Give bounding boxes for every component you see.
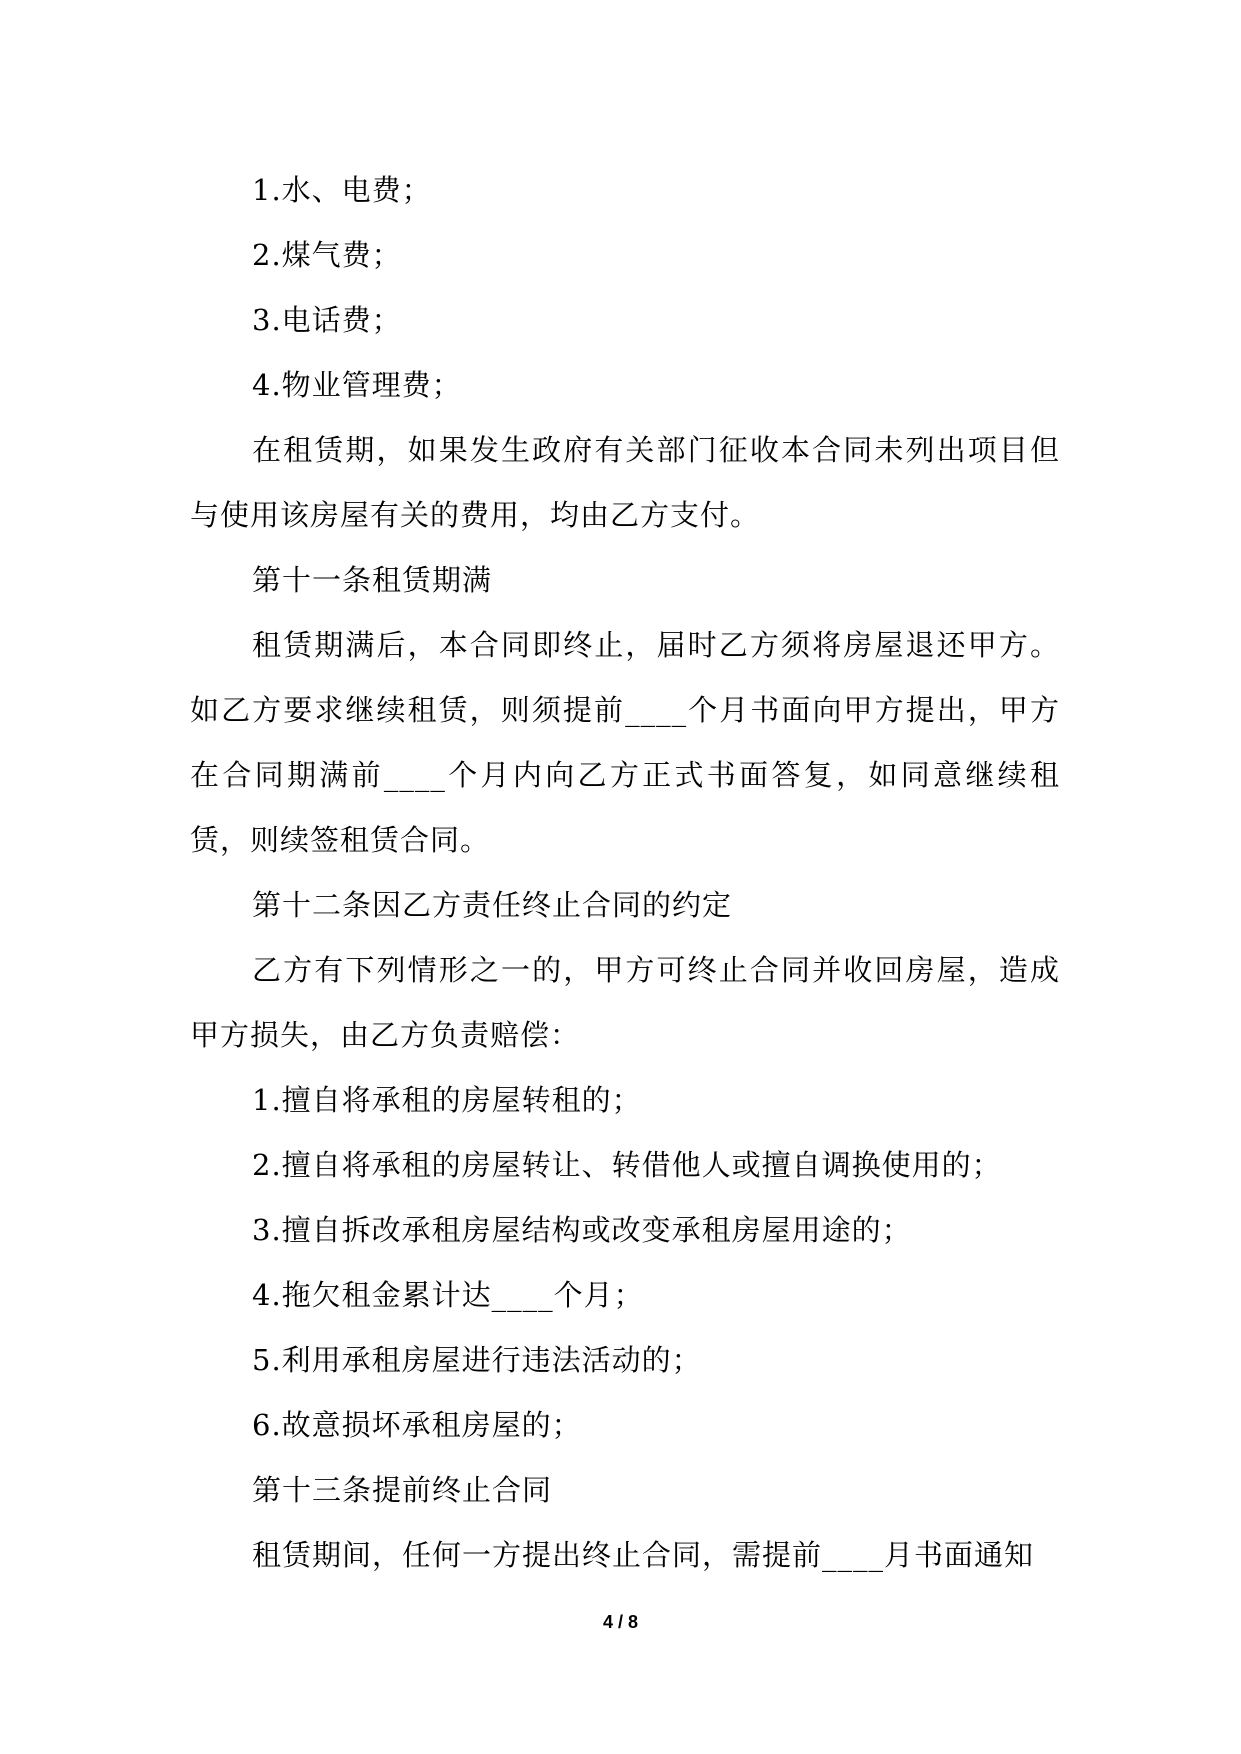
page-number: 4 / 8 xyxy=(602,1612,639,1632)
list-item-transfer: 2.擅自将承租的房屋转让、转借他人或擅自调换使用的； xyxy=(252,1148,1002,1182)
list-item-sublet: 1.擅自将承租的房屋转租的； xyxy=(252,1083,642,1117)
paragraph-lease-expiry: 租赁期满后，本合同即终止，届时乙方须将房屋退还甲方。如乙方要求继续租赁，则须提前____个月书面向甲方提出，甲方在合同期满前____个月内向乙方正式书面答复，如同意继续租赁，则续签租赁合同。 xyxy=(190,628,1060,857)
list-item-damage: 6.故意损坏承租房屋的； xyxy=(252,1408,582,1442)
list-item-property-fee: 4.物业管理费； xyxy=(252,368,462,402)
document-body xyxy=(190,158,1060,1588)
article-12-heading: 第十二条因乙方责任终止合同的约定 xyxy=(252,888,733,922)
paragraph-termination-conditions: 乙方有下列情形之一的，甲方可终止合同并收回房屋，造成甲方损失，由乙方负责赔偿： xyxy=(190,953,1060,1052)
paragraph-early-termination: 租赁期间，任何一方提出终止合同，需提前____月书面通知 xyxy=(252,1538,1035,1572)
list-item-alteration: 3.擅自拆改承租房屋结构或改变承租房屋用途的； xyxy=(252,1213,912,1247)
list-item-rent-arrears: 4.拖欠租金累计达____个月； xyxy=(252,1278,644,1312)
paragraph-other-fees: 在租赁期，如果发生政府有关部门征收本合同未列出项目但与使用该房屋有关的费用，均由乙方支付。 xyxy=(190,433,1060,532)
article-11-heading: 第十一条租赁期满 xyxy=(252,563,493,597)
list-item-phone: 3.电话费； xyxy=(252,303,402,337)
list-item-water-electric: 1.水、电费； xyxy=(252,173,432,207)
article-13-heading: 第十三条提前终止合同 xyxy=(252,1473,553,1507)
list-item-gas: 2.煤气费； xyxy=(252,238,402,272)
list-item-illegal-use: 5.利用承租房屋进行违法活动的； xyxy=(252,1343,702,1377)
